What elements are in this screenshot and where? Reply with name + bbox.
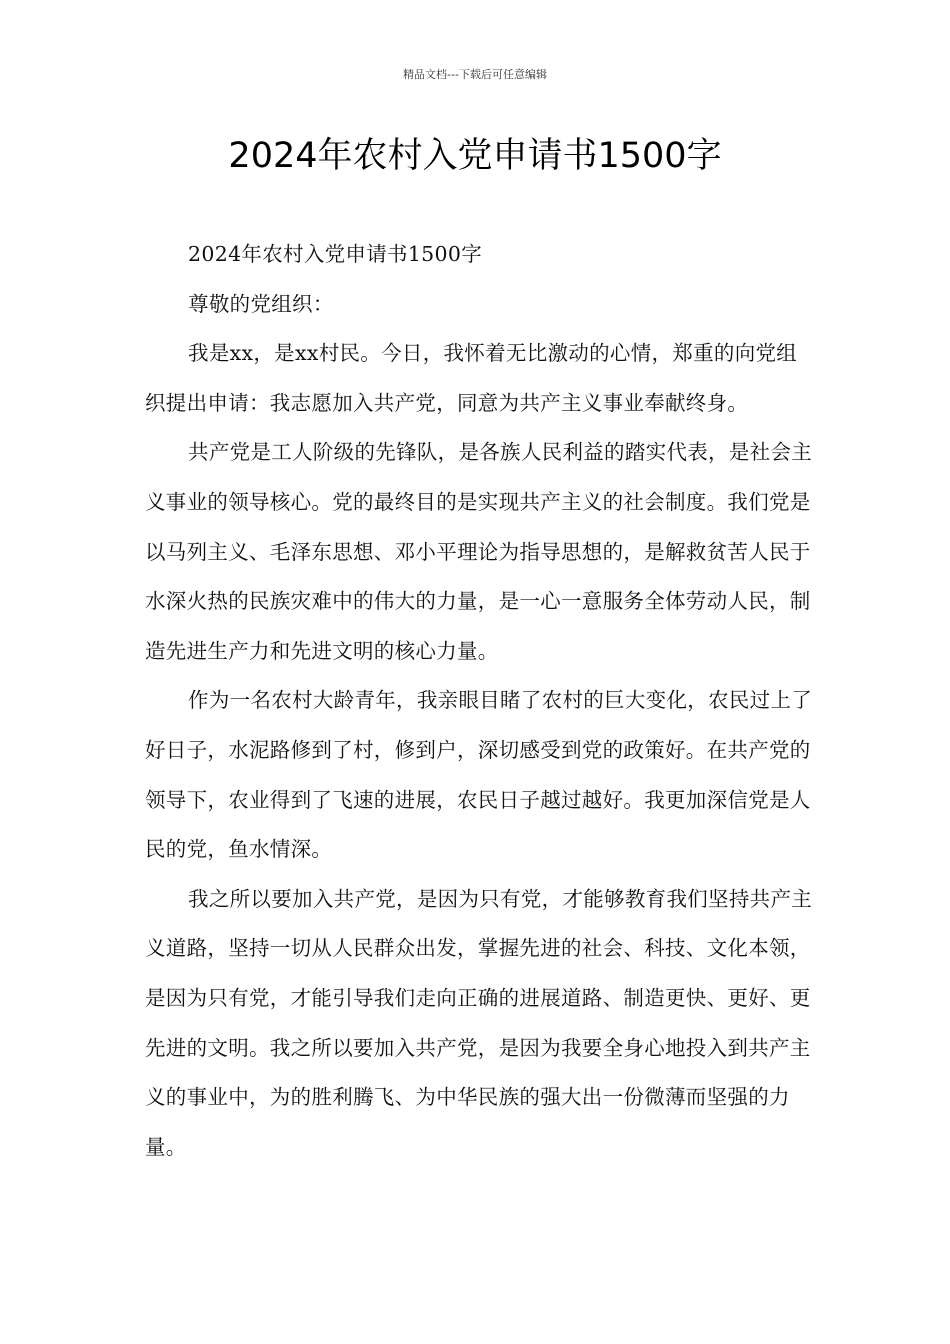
paragraph-salutation: 尊敬的党组织： (188, 291, 334, 316)
paragraph: 我之所以要加入共产党，是因为只有党，才能够教育我们坚持共产主义道路，坚持一切从人民群众出发，掌握先进的社会、科技、文化本领，是因为只有党，才能引导我们走向正确的进展道路、制造更快、更好、更先进的文明。我之所以要加入共产党，是因为我要全身心地投入到共产主义的事业中，为的胜利腾飞、为中华民族的强大出一份微薄而坚强的力量。 (145, 886, 813, 1159)
document-body (145, 230, 815, 1172)
paragraph: 作为一名农村大龄青年，我亲眼目睹了农村的巨大变化，农民过上了好日子，水泥路修到了村，修到户，深切感受到党的政策好。在共产党的领导下，农业得到了飞速的进展，农民日子越过越好。我更加深信党是人民的党，鱼水情深。 (145, 688, 813, 862)
document-title: 2024年农村入党申请书1500字 (228, 136, 722, 176)
paragraph: 共产党是工人阶级的先锋队，是各族人民利益的踏实代表，是社会主义事业的领导核心。党的最终目的是实现共产主义的社会制度。我们党是以马列主义、毛泽东思想、邓小平理论为指导思想的，是解救贫苦人民于水深火热的民族灾难中的伟大的力量，是一心一意服务全体劳动人民，制造先进生产力和先进文明的核心力量。 (145, 440, 813, 663)
paragraph: 我是xx，是xx村民。今日，我怀着无比激动的心情，郑重的向党组织提出申请：我志愿加入共产党，同意为共产主义事业奉献终身。 (145, 341, 798, 415)
header-note: 精品文档---下载后可任意编辑 (403, 68, 547, 81)
paragraph-subtitle: 2024年农村入党申请书1500字 (188, 242, 482, 266)
